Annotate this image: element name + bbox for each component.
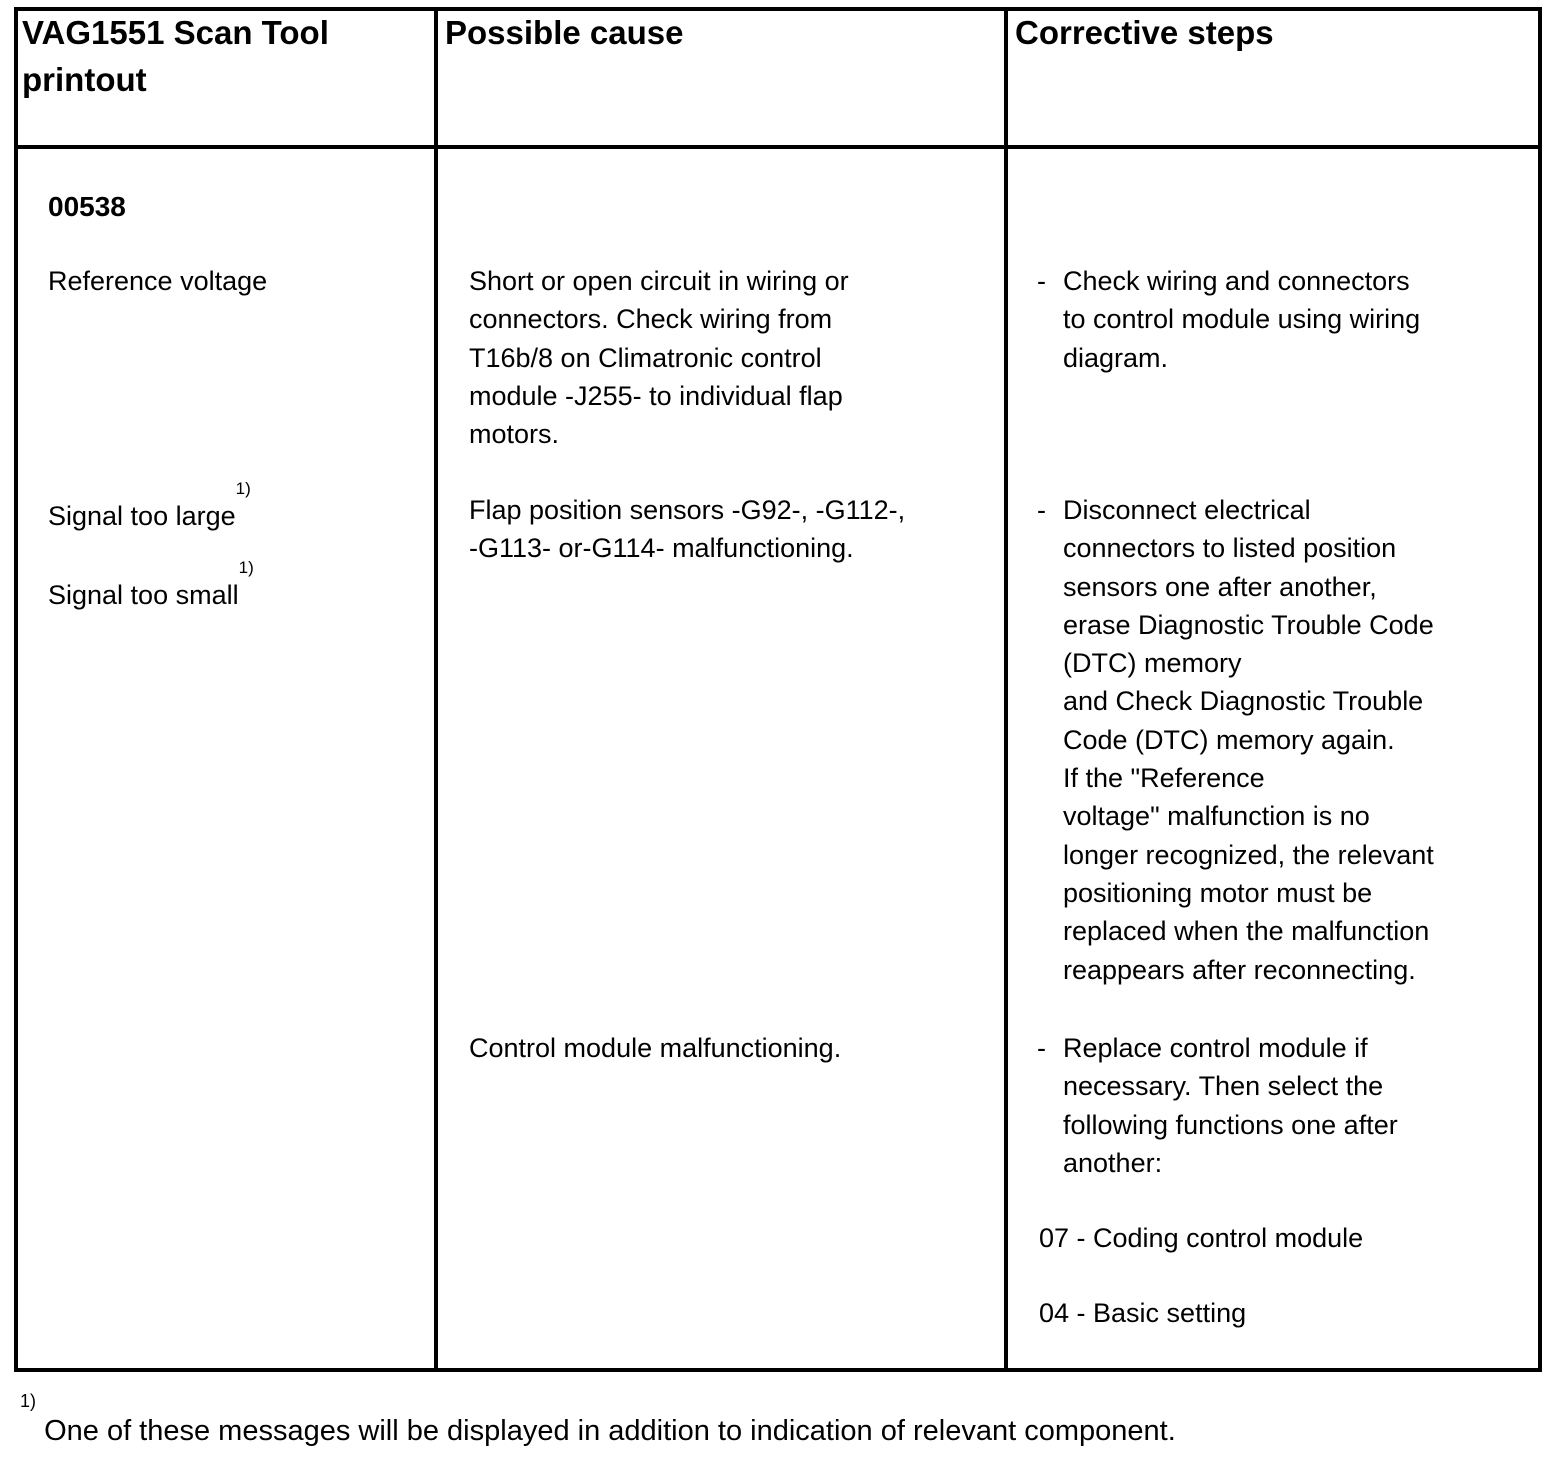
text-line: voltage" malfunction is no (1063, 801, 1370, 832)
header-possible-cause: Possible cause (445, 14, 684, 51)
text-line: Check wiring and connectors (1063, 266, 1410, 296)
bullet-dash: - (1037, 1033, 1046, 1063)
text-line: and Check Diagnostic Trouble (1063, 686, 1424, 717)
column-divider-1 (434, 7, 438, 1372)
step-check-wiring (1063, 262, 1420, 377)
message-signal-too-large: Signal too large$^{1)}$ (48, 479, 251, 531)
footnote-marker: 1) (238, 558, 254, 577)
text-line: -G113- or-G114- malfunctioning. (469, 533, 854, 564)
text-line: T16b/8 on Climatronic control (469, 342, 822, 373)
footnote-marker: 1) (235, 479, 251, 498)
footnote-marker: 1) (20, 1391, 37, 1411)
message-reference-voltage: Reference voltage (48, 266, 268, 296)
step-replace-control-module (1063, 1029, 1398, 1182)
cause-control-module (469, 1029, 841, 1067)
text-line: to control module using wiring (1063, 304, 1421, 335)
text-line: Replace control module if (1063, 1033, 1368, 1063)
header-divider (14, 145, 1542, 149)
cause-position-sensors (469, 491, 905, 568)
text-line: positioning motor must be (1063, 877, 1373, 908)
text-line: module -J255- to individual flap (469, 380, 843, 411)
cause-wiring (469, 262, 849, 453)
footnote (20, 1391, 1176, 1451)
text-line: following functions one after (1063, 1109, 1398, 1140)
text-line: Short or open circuit in wiring or (469, 266, 849, 296)
bullet-dash: - (1037, 266, 1046, 296)
text-line: Code (DTC) memory again. (1063, 724, 1395, 755)
text-line: connectors. Check wiring from (469, 304, 833, 335)
text-line: erase Diagnostic Trouble Code (1063, 609, 1434, 640)
text-line: longer recognized, the relevant (1063, 839, 1434, 870)
function-coding-control-module: 07 - Coding control module (1039, 1223, 1364, 1253)
header-corrective-steps: Corrective steps (1015, 14, 1274, 51)
message-signal-too-small: Signal too small$^{1)}$ (48, 558, 254, 610)
step-disconnect-connectors (1063, 491, 1434, 989)
header-scan-tool-printout: VAG1551 Scan Tool printout (22, 14, 329, 98)
text-line: Flap position sensors -G92-, -G112-, (469, 495, 906, 525)
text-line: necessary. Then select the (1063, 1071, 1384, 1102)
text-line: Disconnect electrical (1063, 495, 1311, 525)
function-basic-setting: 04 - Basic setting (1039, 1298, 1247, 1328)
text-line: another: (1063, 1147, 1163, 1178)
text-line: If the "Reference (1063, 763, 1265, 794)
text-line: diagram. (1063, 342, 1169, 373)
fault-code: 00538 (48, 191, 126, 222)
text-line: sensors one after another, (1063, 571, 1377, 602)
text-line: motors. (469, 419, 560, 450)
text-line: replaced when the malfunction (1063, 916, 1430, 947)
text-line: Control module malfunctioning. (469, 1033, 842, 1063)
text-line: (DTC) memory (1063, 648, 1242, 679)
text-line: connectors to listed position (1063, 533, 1397, 564)
bullet-dash: - (1037, 495, 1046, 525)
column-divider-2 (1004, 7, 1008, 1372)
footnote-text: One of these messages will be displayed in addition to indication of relevant component. (36, 1415, 1176, 1447)
text-line: reappears after reconnecting. (1063, 954, 1416, 985)
